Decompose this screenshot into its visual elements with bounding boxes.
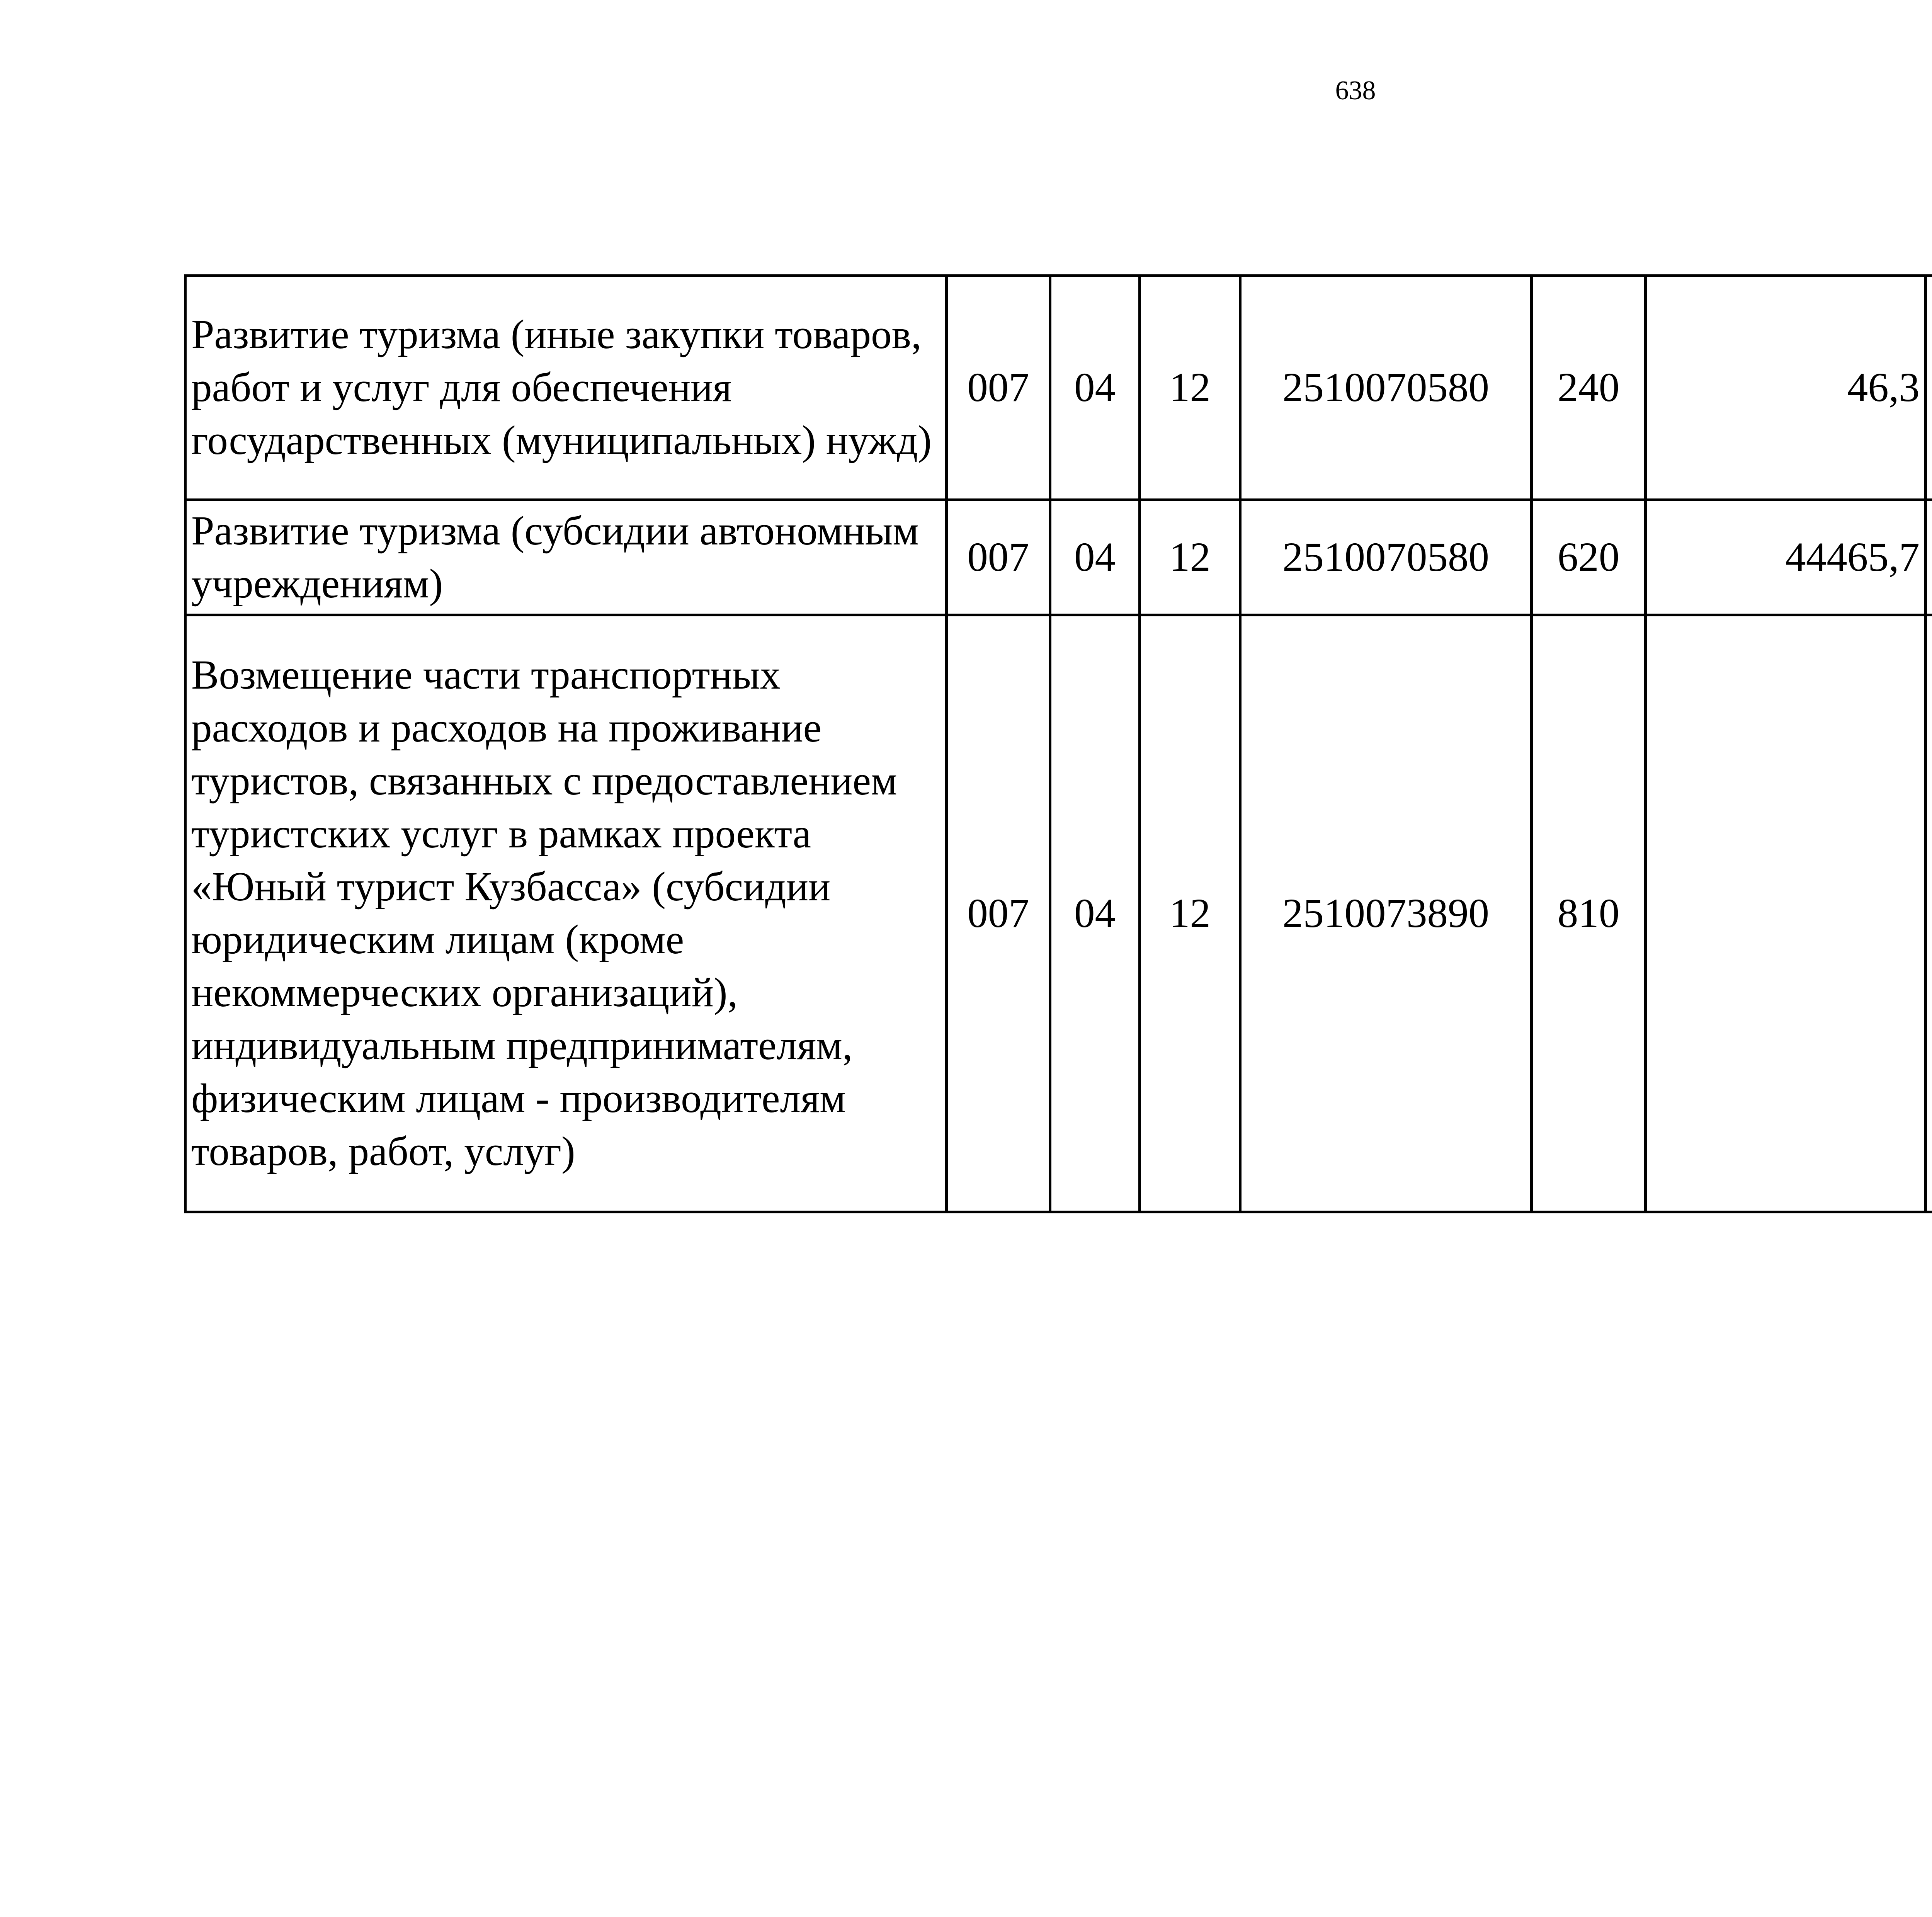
expense-type-code: 620 xyxy=(1532,500,1646,615)
amount-1: 44465,7 xyxy=(1646,500,1926,615)
section-code: 04 xyxy=(1050,500,1140,615)
page-number: 638 xyxy=(1335,76,1376,105)
subsection-code: 12 xyxy=(1140,500,1240,615)
amount-2 xyxy=(1926,500,1932,615)
table-row xyxy=(185,276,1932,500)
ministry-code: 007 xyxy=(947,500,1050,615)
table-row xyxy=(185,615,1932,1212)
ministry-code: 007 xyxy=(947,615,1050,1212)
subsection-code: 12 xyxy=(1140,615,1240,1212)
target-article-code: 2510073890 xyxy=(1240,615,1532,1212)
subsection-code: 12 xyxy=(1140,276,1240,500)
row-description: Возмещение части транспортных расходов и расходов на проживание туристов, связанных с предоставлением туристских услуг в рамках проекта «Юный турист Кузбасса» (субсидии юридическим лицам (кроме некоммерческих организаций), индивидуальным предпринимателям, физическим лицам - производителям товаров, работ, услуг) xyxy=(185,615,947,1212)
target-article-code: 2510070580 xyxy=(1240,276,1532,500)
expense-type-code: 810 xyxy=(1532,615,1646,1212)
amount-2 xyxy=(1926,276,1932,500)
target-article-code: 2510070580 xyxy=(1240,500,1532,615)
section-code: 04 xyxy=(1050,615,1140,1212)
row-description: Развитие туризма (субсидии автономным учреждениям) xyxy=(185,500,947,615)
row-description: Развитие туризма (иные закупки товаров, работ и услуг для обеспечения государственных (муниципальных) нужд) xyxy=(185,276,947,500)
amount-1: 46,3 xyxy=(1646,276,1926,500)
budget-table xyxy=(184,274,1932,1213)
amount-1 xyxy=(1646,615,1926,1212)
ministry-code: 007 xyxy=(947,276,1050,500)
section-code: 04 xyxy=(1050,276,1140,500)
table-row xyxy=(185,500,1932,615)
expense-type-code: 240 xyxy=(1532,276,1646,500)
amount-2 xyxy=(1926,615,1932,1212)
